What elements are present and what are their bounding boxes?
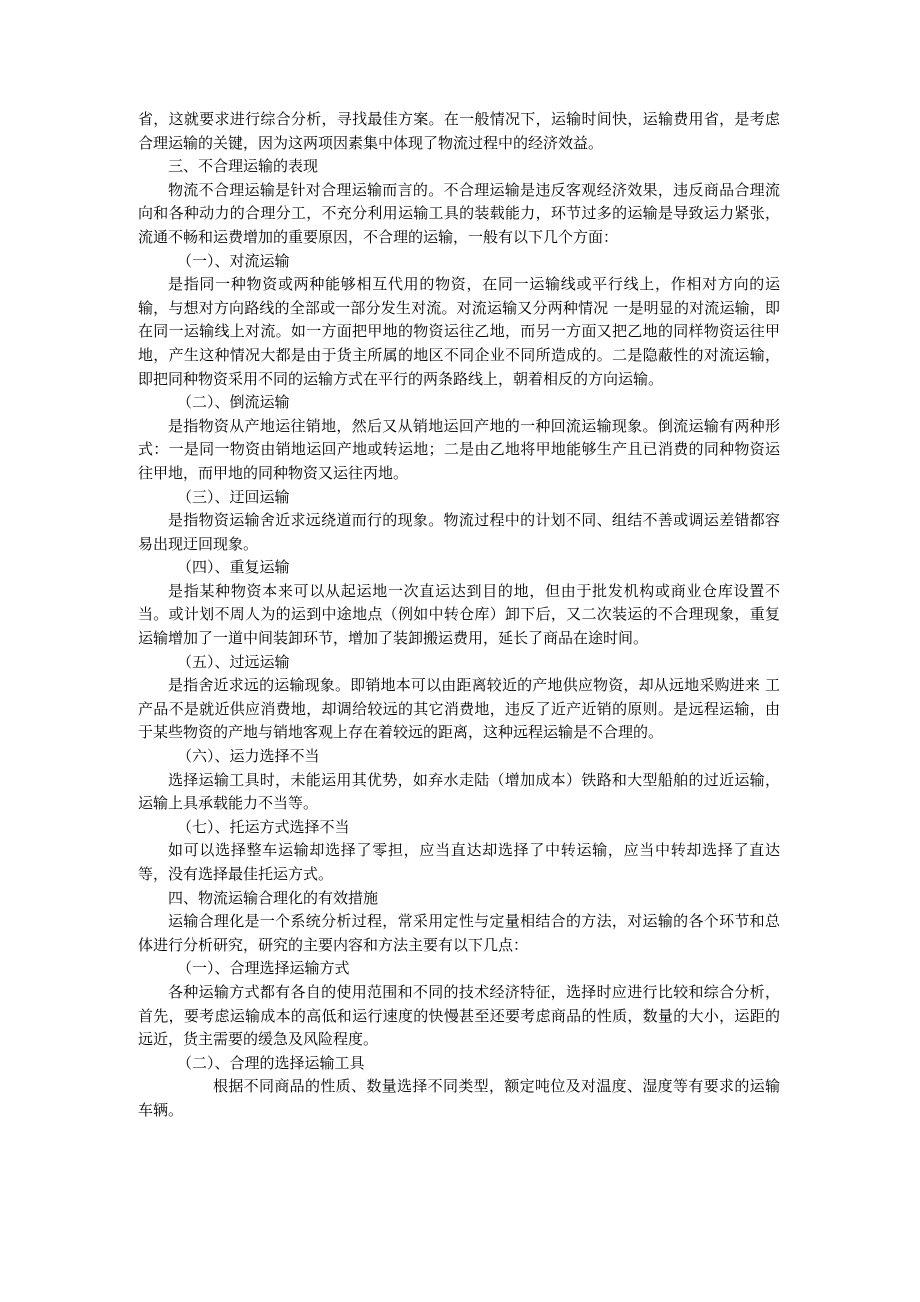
subheading-2-backflow: （二）、倒流运输	[177, 393, 290, 412]
paragraph-capacity: 选择运输工具时，未能运用其优势，如弃水走陆（增加成本）铁路和大型船舶的过近运输，运输上具承载能力不当等。	[138, 770, 780, 813]
paragraph-backflow: 是指物资从产地运往销地，然后又从销地运回产地的一种回流运输现象。倒流运输有两种形式：一是同一物资由销地运回产地或转运地；二是由乙地将甲地能够生产且已消费的同种物资运往甲地，而甲地的同种物资又运往丙地。	[138, 416, 780, 482]
paragraph-intro-continuation: 省，这就要求进行综合分析，寻找最佳方案。在一般情况下，运输时间快，运输费用省，是考虑合理运输的关键，因为这两项因素集中体现了物流过程中的经济效益。	[138, 110, 780, 152]
paragraph-repeated: 是指某种物资本来可以从起运地一次直运达到目的地，但由于批发机构或商业仓库设置不当。或计划不周人为的运到中途地点（例如中转仓库）卸下后，又二次装运的不合理现象，重复运输增加了一道中间装卸环节，增加了装卸搬运费用，延长了商品在途时间。	[138, 581, 780, 648]
paragraph-section-3: 物流不合理运输是针对合理运输而言的。不合理运输是违反客观经济效果，违反商品合理流向和各种动力的合理分工，不充分利用运输工具的装载能力，环节过多的运输是导致运力紧张，流通不畅和运费增加的重要原因，不合理的运输，一般有以下几个方面：	[138, 180, 780, 246]
section-heading-3: 三、不合理运输的表现	[168, 157, 319, 176]
document-body	[138, 108, 780, 1123]
paragraph-mode-selection: 各种运输方式都有各自的使用范围和不同的技术经济特征，选择时应进行比较和综合分析，首先，要考虑运输成本的高低和运行速度的快慢甚至还要考虑商品的性质，数量的大小，运距的远近，货主需要的缓急及风险程度。	[138, 982, 780, 1049]
paragraph-counterflow: 是指同一种物资或两种能够相互代用的物资，在同一运输线或平行线上，作相对方向的运输，与想对方向路线的全部或一部分发生对流。对流运输又分两种情况 一是明显的对流运输，即在同一运输线上对流。如一方面把甲地的物资运往乙地，而另一方面又把乙地的同样物资运往甲地，产生这种情况大都是由于货主所属的地区不同企业不同所造成的。二是隐蔽性的对流运输，即把同种物资采用不同的运输方式在平行的两条路线上，朝着相反的方向运输。	[138, 275, 780, 388]
subheading-6-capacity: （六）、运力选择不当	[177, 747, 320, 766]
subheading-5-overdistance: （五）、过远运输	[177, 652, 290, 671]
paragraph-consignment: 如可以选择整车运输却选择了零担，应当直达却选择了中转运输，应当中转却选择了直达等，没有选择最佳托运方式。	[138, 841, 780, 883]
subheading-tool-selection: （二）、合理的选择运输工具	[177, 1053, 365, 1072]
subheading-7-consignment: （七）、托运方式选择不当	[177, 817, 350, 836]
paragraph-section-4: 运输合理化是一个系统分析过程，常采用定性与定量相结合的方法，对运输的各个环节和总体进行分析研究，研究的主要内容和方法主要有以下几点：	[138, 912, 780, 954]
subheading-4-repeated: （四）、重复运输	[177, 558, 290, 577]
subheading-mode-selection: （一）、合理选择运输方式	[177, 959, 350, 978]
paragraph-tool-selection: 根据不同商品的性质、数量选择不同类型，额定吨位及对温度、湿度等有要求的运输车辆。	[138, 1077, 780, 1119]
paragraph-overdistance: 是指舍近求远的运输现象。即销地本可以由距离较近的产地供应物资，却从远地采购进来 工产品不是就近供应消费地，却调给较远的其它消费地，违反了近产近销的原则。是远程运输，由于某些物资的产地与销地客观上存在着较远的距离，这种远程运输是不合理的。	[138, 676, 780, 742]
subheading-3-detour: （三）、迂回运输	[177, 487, 290, 506]
paragraph-detour: 是指物资运输舍近求远绕道而行的现象。物流过程中的计划不同、组结不善或调运差错都容易出现迂回现象。	[138, 511, 780, 553]
section-heading-4: 四、物流运输合理化的有效措施	[168, 888, 379, 907]
subheading-1-counterflow: （一）、对流运输	[177, 251, 290, 270]
